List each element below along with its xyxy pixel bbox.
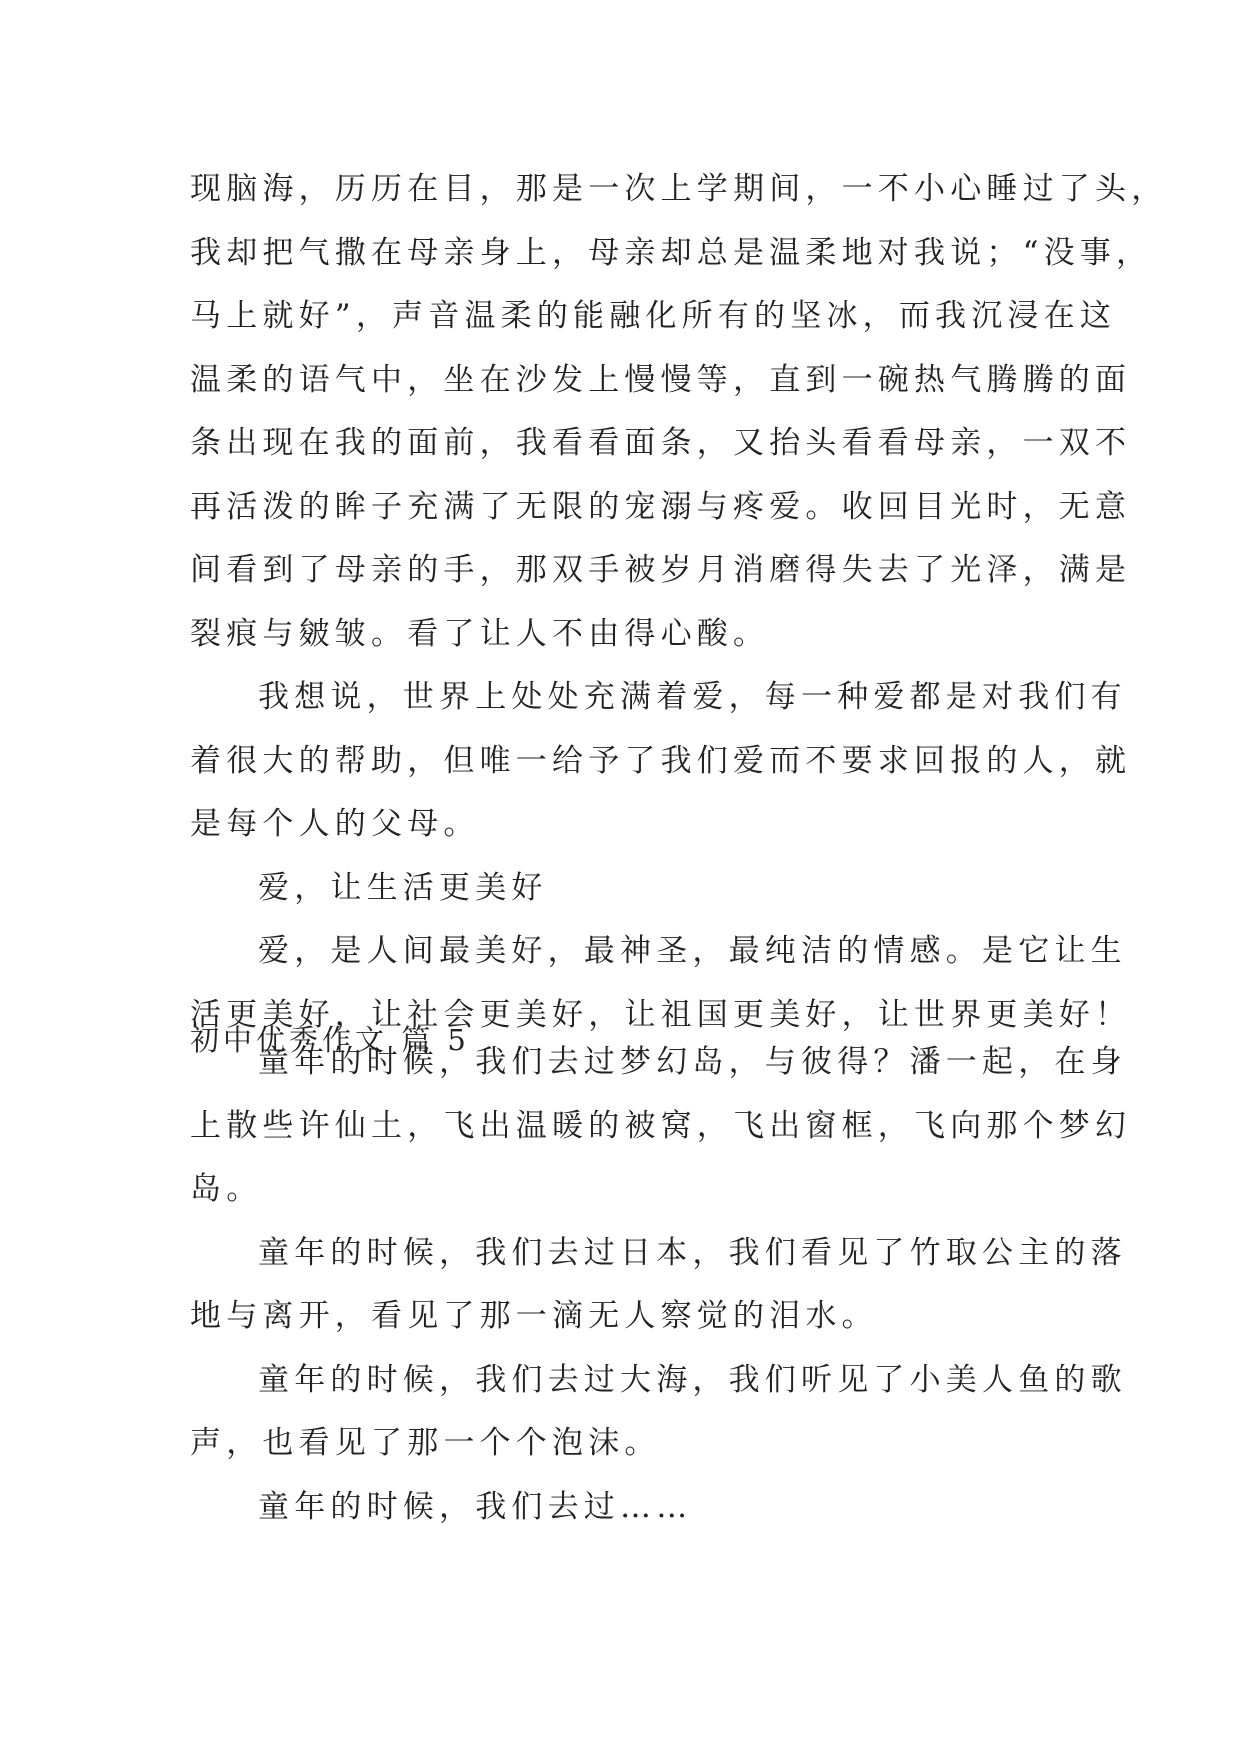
- text-line: 岛。: [190, 1171, 263, 1207]
- text-line: 地与离开，看见了那一滴无人察觉的泪水。: [190, 1298, 878, 1334]
- section-title: 初中优秀作文 篇 5: [190, 1023, 470, 1057]
- text-line: 爱，是人间最美好，最神圣，最纯洁的情感。是它让生: [258, 933, 1127, 969]
- text-line: 童年的时候，我们去过梦幻岛，与彼得？潘一起，在身: [258, 1044, 1127, 1080]
- text-line: 温柔的语气中，坐在沙发上慢慢等，直到一碗热气腾腾的面: [190, 361, 1132, 398]
- text-line: 再活泼的眸子充满了无限的宠溺与疼爱。收回目光时，无意: [190, 488, 1132, 525]
- text-line: 着很大的帮助，但唯一给予了我们爱而不要求回报的人，就: [190, 742, 1132, 779]
- text-line: 活更美好，让社会更美好，让祖国更美好，让世界更美好！: [190, 996, 1132, 1033]
- text-line: 马上就好”，声音温柔的能融化所有的坚冰，而我沉浸在这: [190, 298, 1117, 334]
- text-line: 童年的时候，我们去过大海，我们听见了小美人鱼的歌: [258, 1361, 1127, 1398]
- text-line: 裂痕与皴皱。看了让人不由得心酸。: [190, 615, 770, 652]
- text-line: 我想说，世界上处处充满着爱，每一种爱都是对我们有: [258, 679, 1127, 715]
- text-line: 上散些许仙土，飞出温暖的被窝，飞出窗框，飞向那个梦幻: [190, 1107, 1132, 1144]
- text-line: 是每个人的父母。: [190, 806, 480, 842]
- essay-body-part-2: [190, 1031, 1132, 1539]
- essay-body-part-1: [190, 158, 1168, 1047]
- text-line: 童年的时候，我们去过……: [258, 1488, 693, 1525]
- text-line: 间看到了母亲的手，那双手被岁月消磨得失去了光泽，满是: [190, 552, 1132, 588]
- text-line: 声，也看见了那一个个泡沫。: [190, 1425, 661, 1461]
- text-line: 我却把气撒在母亲身上，母亲却总是温柔地对我说；“没事，: [190, 234, 1153, 271]
- subheading-line: 爱，让生活更美好: [258, 869, 548, 906]
- text-line: 现脑海，历历在目，那是一次上学期间，一不小心睡过了头，: [190, 171, 1168, 207]
- text-line: 童年的时候，我们去过日本，我们看见了竹取公主的落: [258, 1234, 1127, 1271]
- text-line: 条出现在我的面前，我看看面条，又抬头看看母亲，一双不: [190, 425, 1132, 461]
